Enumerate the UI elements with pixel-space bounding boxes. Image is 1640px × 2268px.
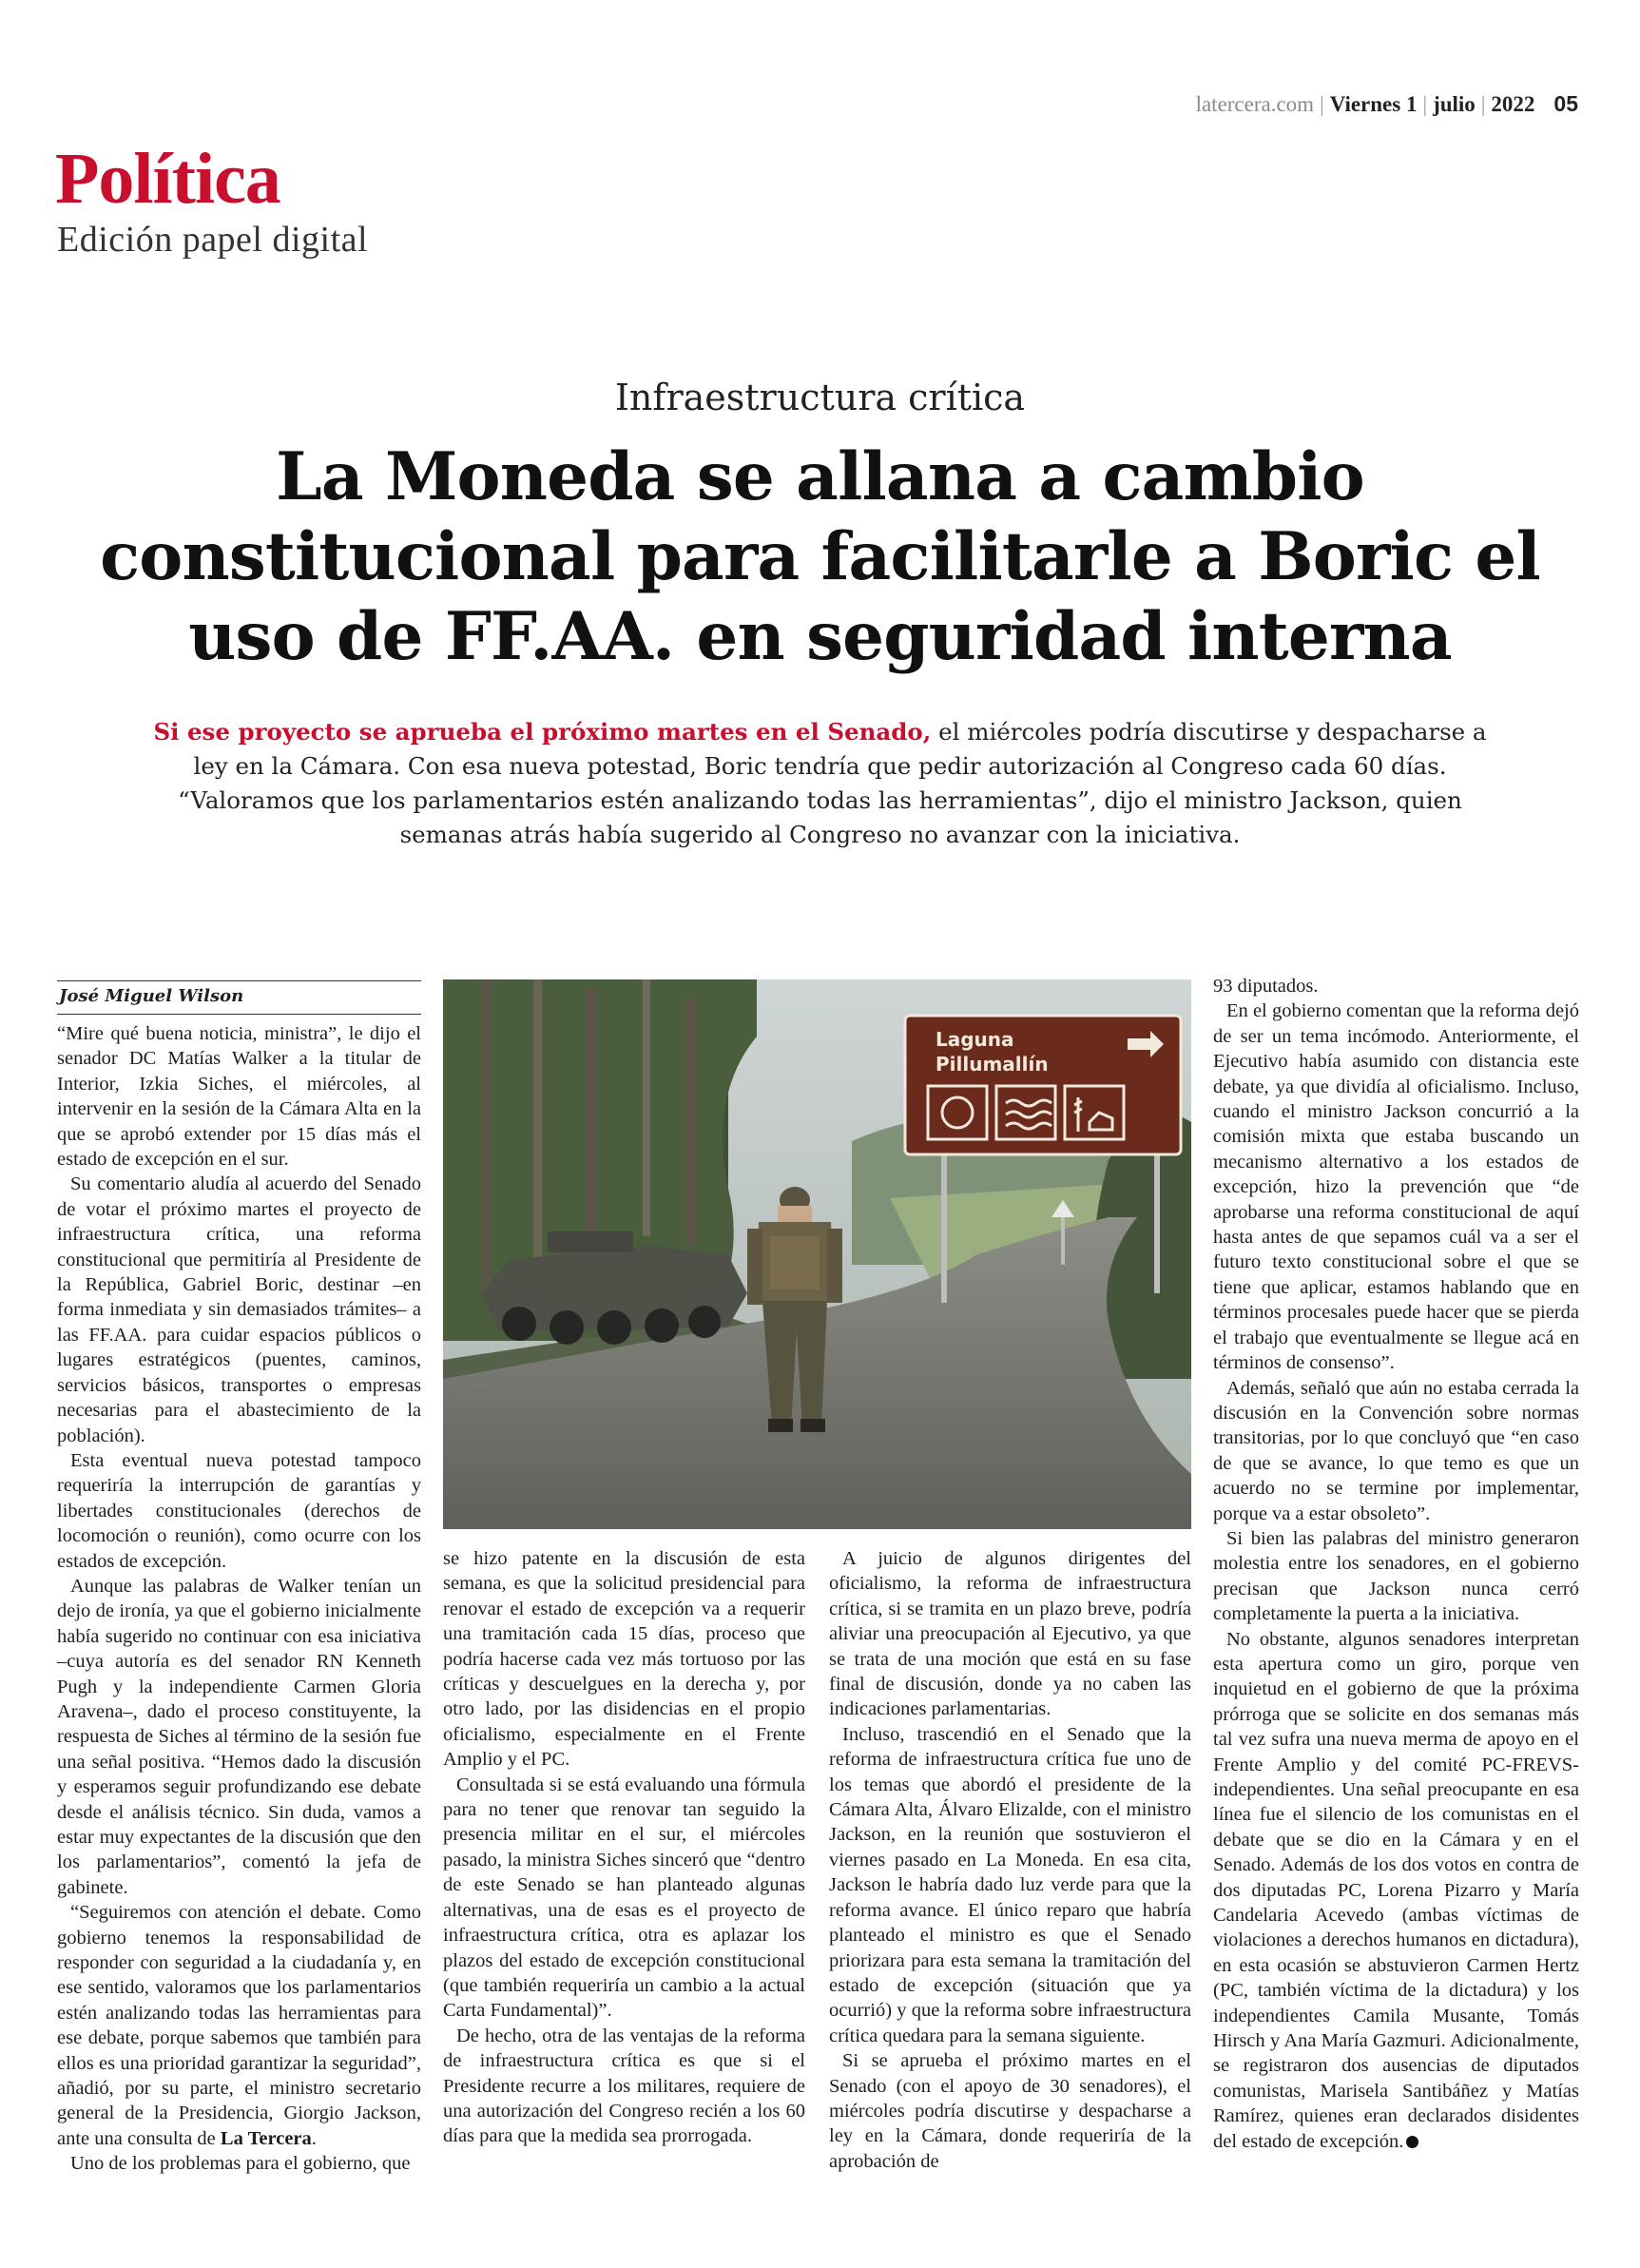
paragraph: De hecho, otra de las ventajas de la reforma de infraestructura crítica es que si el Presidente recurre a los militares, requiere de una autorización del Congreso recién a los 60 días para que la medida sea prorrogada. <box>443 2025 805 2147</box>
header-month: julio <box>1433 92 1476 116</box>
byline-rule <box>57 980 421 981</box>
paragraph: Su comentario aludía al acuerdo del Senado de votar el próximo martes el proyecto de infraestructura crítica, una reforma constitucional que permitiría al Presidente de la República, Gabriel Boric, destinar –en forma inmediata y sin demasiados trámites– a las FF.AA. para cuidar espacios públicos o lugares estratégicos (puentes, caminos, servicios básicos, transportes o empresas necesarias para el abastecimiento de la población). <box>57 1173 421 1446</box>
paragraph-text: “Seguiremos con atención el debate. Como gobierno tenemos la responsabilidad de responder con seguridad a la ciudadanía y, en ese sentido, valoramos que los parlamentarios estén analizando todas las herramientas para ese debate, porque sabemos que también para ellos es una prioridad garantizar la seguridad”, añadió, por su parte, el ministro secretario general de la Presidencia, Giorgio Jackson, ante una consulta de <box>57 1902 421 2149</box>
paragraph: se hizo patente en la discusión de esta semana, es que la solicitud presidencial para renovar el estado de excepción va a requerir una tramitación cada 15 días, proceso que podría hacerse cada vez más tortuoso por las críticas y descuelgues en la derecha y, por otro lado, por las disidencias en el propio oficialismo, especialmente en el Frente Amplio y el PC. <box>443 1548 805 1771</box>
byline: José Miguel Wilson <box>59 986 244 1006</box>
end-of-article-icon <box>1406 2136 1418 2148</box>
article-headline: La Moneda se allana a cambio constitucional para facilitarle a Boric el uso de FF.AA. en seguridad interna <box>100 438 1540 675</box>
article-standfirst <box>133 715 1507 852</box>
page-header: latercera.com | Viernes 1 | julio | 2022 05 <box>1195 91 1578 116</box>
source-name: La Tercera <box>220 2127 312 2149</box>
tree-trunk <box>533 979 542 1265</box>
byline-rule <box>57 1014 421 1015</box>
body-column-4 <box>1213 974 1579 2154</box>
paragraph-text: No obstante, algunos senadores interpretan esta apertura como un giro, porque ven inquietud en el gobierno de que la próxima prórroga que se solicite en dos semanas más tal vez sufra una nueva merma de apoyo en el Frente Amplio y del comité PC-FREVS-independientes. Una señal preocupante en esa línea fue el silencio de los comunistas en el debate que se dio en la Cámara y en el Senado. Además de los dos votos en contra de dos diputadas PC, Lorena Pizarro y María Candelaria Acevedo (ambas víctimas de violaciones a derechos humanos en dictadura), en esta ocasión se abstuvieron Carmen Hertz (PC, también víctima de la dictadura) y los independientes Camila Musante, Tomás Hirsch y Ana María Gazmuri. Adicionalmente, se registraron dos ausencias de diputados comunistas, Marisela Santibáñez y Matías Ramírez, quienes eran declarados disidentes del estado de excepción. <box>1213 1628 1579 2152</box>
paragraph: Además, señaló que aún no estaba cerrada la discusión en la Convención sobre normas transitorias, por lo que concluyó que “en caso de que se avance, lo que temo es que un acuerdo no se termine por implementar, porque va a estar obsoleto”. <box>1213 1377 1579 1524</box>
header-year: 2022 <box>1491 92 1535 116</box>
paragraph: “Mire qué buena noticia, ministra”, le dijo el senador DC Matías Walker a la titular de Interior, Izkia Siches, el miércoles, al intervenir en la sesión de la Cámara Alta en la que se aprobó extender por 15 días más el estado de excepción en el sur. <box>57 1023 421 1171</box>
paragraph: Si se aprueba el próximo martes en el Senado (con el apoyo de 30 senadores), el miércoles podría discutirse y despacharse a ley en la Cámara, donde requeriría de la aprobación de <box>829 2050 1191 2172</box>
paragraph: Esta eventual nueva potestad tampoco requeriría la interrupción de garantías y libertades constitucionales (derechos de locomoción o reunión), como ocurre con los estados de excepción. <box>57 1449 421 1572</box>
paragraph: A juicio de algunos dirigentes del oficialismo, la reforma de infraestructura crítica, si se tramita en un plazo breve, podría aliviar una preocupación al Ejecutivo, ya que se trata de una moción que está en su fase final de discusión, donde ya no caben las indicaciones parlamentarias. <box>829 1548 1191 1720</box>
paragraph: Si bien las palabras del ministro generaron molestia entre los senadores, en el gobierno precisan que Jackson nunca cerró completamente la puerta a la iniciativa. <box>1213 1527 1579 1625</box>
page-number: 05 <box>1553 91 1578 116</box>
header-day: Viernes 1 <box>1329 92 1418 116</box>
paragraph: En el gobierno comentan que la reforma dejó de ser un tema incómodo. Anteriormente, el Ejecutivo había asumido con distancia este debate, ya que dividía al oficialismo. Incluso, cuando el ministro Jackson concurrió a la comisión mixta que estaba buscando un mecanismo alternativo a los estados de excepción, hizo la prevención que “de aprobarse una reforma constitucional de aquí hasta antes de que sepamos cuál va a ser el futuro texto constitucional sobre el que se tiene que aplicar, estamos hablando que en términos procesales puede hacer que se pierda el trabajo que eventualmente se llegue acá en términos de consenso”. <box>1213 1000 1579 1374</box>
body-column-2 <box>443 1546 805 2149</box>
body-column-1 <box>57 1021 421 2177</box>
standfirst-body: el miércoles podría discutirse y despacharse a ley en la Cámara. Con esa nueva potestad, Boric tendría que pedir autorización al Congreso cada 60 días. “Valoramos que los parlamentarios estén analizando todas las herramientas”, dijo el ministro Jackson, quien semanas atrás había sugerido al Congreso no avanzar con la iniciativa. <box>178 718 1487 848</box>
paragraph: Incluso, trascendió en el Senado que la reforma de infraestructura crítica fue uno de los temas que abordó el presidente de la Cámara Alta, Álvaro Elizalde, con el ministro Jackson, en la reunión que sostuvieron el viernes pasado en La Moneda. En esa cita, Jackson le habría dado luz verde para que la reforma avance. El único reparo que habría planteado el ministro es que el Senado priorizara para esta semana la tramitación del estado de excepción (situación que ya ocurrió) y que la reforma sobre infraestructura crítica quedara para la semana siguiente. <box>829 1723 1191 2046</box>
sign-text-line1: Laguna <box>936 1028 1014 1051</box>
paragraph <box>1213 1627 1579 2155</box>
paragraph: Aunque las palabras de Walker tenían un dejo de ironía, ya que el gobierno inicialmente había sugerido no continuar con esa iniciativa –cuya autoría es del senador RN Kenneth Pugh y la independiente Carmen Gloria Aravena–, dado el proceso constituyente, la respuesta de Siches al término de la sesión fue una señal positiva. “Hemos dado la discusión y esperamos seguir profundizando ese debate desde el análisis técnico. Sin duda, vamos a estar muy expectantes de la discusión que den los parlamentarios”, comentó la jefa de gabinete. <box>57 1575 421 1898</box>
paragraph: Consultada si se está evaluando una fórmula para no tener que renovar tan seguido la presencia militar en el sur, el miércoles pasado, la ministra Siches sinceró que “dentro de este Senado se han planteado algunas alternativas, una de esas es el proyecto de infraestructura crítica, otra es aplazar los plazos del estado de excepción constitucional (que también requeriría un cambio a la actual Carta Fundamental)”. <box>443 1774 805 2022</box>
sign-text-line2: Pillumallín <box>936 1053 1049 1076</box>
paragraph: Uno de los problemas para el gobierno, que <box>70 2153 411 2175</box>
site-name[interactable]: latercera.com <box>1195 92 1315 116</box>
paragraph: “Seguiremos con atención el debate. Como gobierno tenemos la responsabilidad de responder con seguridad a la ciudadanía y, en ese sentido, valoramos que los parlamentarios estén analizando todas las herramientas para ese debate, porque sabemos que también para ellos es una prioridad garantizar la seguridad”, añadió, por su parte, el ministro secretario general de la Presidencia, Giorgio Jackson, ante una consulta de La Tercera. <box>57 1902 421 2149</box>
tree-trunk <box>685 998 695 1246</box>
tree-trunk <box>643 979 650 1236</box>
article-kicker: Infraestructura crítica <box>614 377 1026 418</box>
tree-trunk <box>481 979 492 1293</box>
body-column-3 <box>829 1546 1191 2174</box>
news-photo <box>443 979 1191 1529</box>
edition-label: Edición papel digital <box>57 220 369 260</box>
paragraph: 93 diputados. <box>1213 976 1319 997</box>
standfirst-lead: Si ese proyecto se aprueba el próximo martes en el Senado, <box>153 718 932 746</box>
section-title: Política <box>55 139 280 219</box>
tree-trunk <box>586 989 596 1265</box>
